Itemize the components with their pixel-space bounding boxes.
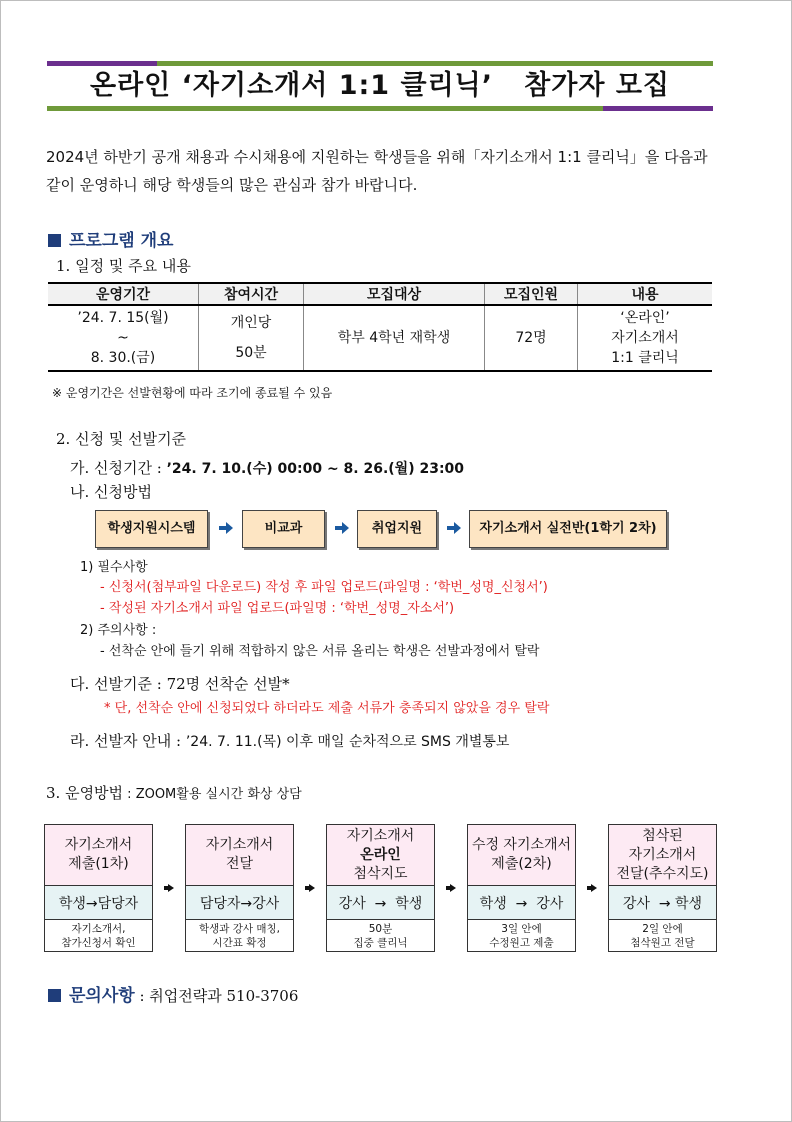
step-description: 2일 안에 첨삭원고 전달 [630,922,695,949]
notice-label: 라. 선발자 안내 : [70,732,186,750]
table-header-cell: 운영기간 [48,283,199,305]
selection-note: * 단, 선착순 안에 신청되었다 하더라도 제출 서류가 충족되지 않았을 경우 탈락 [104,701,550,716]
square-bullet-icon [48,989,61,1002]
step-description: 3일 안에 수정원고 제출 [489,922,554,949]
step-title-line2: 온라인 [360,846,401,863]
page-title: 온라인 ‘자기소개서 1:1 클리닉’ 참가자 모집 [90,70,670,101]
period-end: 8. 30.(금) [90,350,156,366]
caution-item: - 선착순 안에 들기 위해 적합하지 않은 서류 올리는 학생은 선발과정에서 탈락 [100,644,540,659]
content-line3: 1:1 클리닉 [611,350,679,366]
step-flow: 강사 → 학생 [327,886,434,920]
step-arrow-icon [164,884,174,892]
step-arrow-icon [446,884,456,892]
table-header-cell: 모집인원 [485,283,578,305]
table-row [48,305,712,371]
item-2-heading: 2. 신청 및 선발기준 [56,430,187,448]
table-header-row [48,283,712,305]
step-arrow-icon [587,884,597,892]
step-title: 자기소개서 제출(1차) [45,825,152,886]
content-line2: 자기소개서 [611,330,679,346]
process-step-4 [467,824,576,952]
table-cell-time [199,305,304,371]
step-description: 50분 집중 클리닉 [353,922,408,949]
process-step-2 [185,824,294,952]
step-title: 수정 자기소개서 제출(2차) [468,825,575,886]
title-bar-bottom-purple [603,106,713,111]
step-description: 학생과 강사 매칭, 시간표 확정 [198,922,280,949]
table-cell-count: 72명 [485,305,578,371]
step-flow: 강사 → 학생 [609,886,716,920]
apply-period-value: ’24. 7. 10.(수) 00:00 ~ 8. 26.(월) 23:00 [166,461,465,477]
table-cell-target: 학부 4학년 재학생 [304,305,485,371]
period-start: ’24. 7. 15(월) [77,310,169,326]
step-flow: 학생→담당자 [45,886,152,920]
step-title-line1: 자기소개서 [346,827,415,844]
schedule-table [48,282,712,372]
selection-criteria: 다. 선발기준 : 72명 선착순 선발* [70,675,290,693]
table-cell-period [48,305,199,371]
intro-paragraph: 2024년 하반기 공개 채용과 수시채용에 지원하는 학생들을 위해「자기소개서 1:1 클리닉」을 다음과 같이 운영하니 해당 학생들의 많은 관심과 참가 바랍니다. [46,148,708,194]
content-line1: ‘온라인’ [620,310,670,326]
item-3-heading [46,782,302,803]
time-line2: 50분 [235,345,267,361]
table-header-cell: 내용 [578,283,713,305]
flow-arrow-icon [335,522,349,534]
contact-value: : 취업전략과 510-3706 [134,987,299,1005]
process-step-3 [326,824,435,952]
table-cell-content [578,305,713,371]
time-line1: 개인당 [230,315,272,331]
step-title: 자기소개서 전달 [186,825,293,886]
selected-notice [70,730,509,751]
process-step-5 [608,824,717,952]
step-flow: 학생 → 강사 [468,886,575,920]
notice-value: ’24. 7. 11.(목) 이후 매일 순차적으로 SMS 개별통보 [185,734,510,750]
apply-period [70,457,464,478]
table-header-cell: 참여시간 [199,283,304,305]
step-description: 자기소개서, 참가신청서 확인 [61,922,136,949]
step-title-line3: 첨삭지도 [353,865,408,882]
apply-period-label: 가. 신청기간 : [70,459,167,477]
section-heading-overview [48,226,173,251]
flow-step-extracurricular: 비교과 [242,510,325,548]
step-arrow-icon [305,884,315,892]
caution-title: 2) 주의사항 : [80,623,157,638]
contact-line [48,981,298,1006]
item-3-label: 3. 운영방법 [46,784,124,802]
required-item-1: - 신청서(첨부파일 다운로드) 작성 후 파일 업로드(파일명 : ‘학번_성명_신청서’) [100,580,548,595]
flow-step-career-support: 취업지원 [357,510,437,548]
step-title [327,825,434,886]
flow-arrow-icon [447,522,461,534]
step-flow: 담당자→강사 [186,886,293,920]
flow-step-student-system: 학생지원시스템 [95,510,208,548]
step-title: 첨삭된 자기소개서 전달(추수지도) [609,825,716,886]
table-header-cell: 모집대상 [304,283,485,305]
flow-arrow-icon [219,522,233,534]
period-tilde: ~ [117,330,129,346]
required-title: 1) 필수사항 [80,560,148,575]
item-1-heading: 1. 일정 및 주요 내용 [56,257,191,275]
process-step-1 [44,824,153,952]
section-heading-text: 프로그램 개요 [69,231,174,251]
required-item-2: - 작성된 자기소개서 파일 업로드(파일명 : ‘학번_성명_자소서’) [100,601,455,616]
flow-step-practice-class: 자기소개서 실전반(1학기 2차) [469,510,667,548]
apply-method-heading: 나. 신청방법 [70,483,152,501]
square-bullet-icon [48,234,61,247]
contact-label: 문의사항 [69,986,135,1006]
table-note: ※ 운영기간은 선발현황에 따라 조기에 종료될 수 있음 [52,386,333,400]
item-3-value: : ZOOM활용 실시간 화상 상담 [123,787,302,802]
